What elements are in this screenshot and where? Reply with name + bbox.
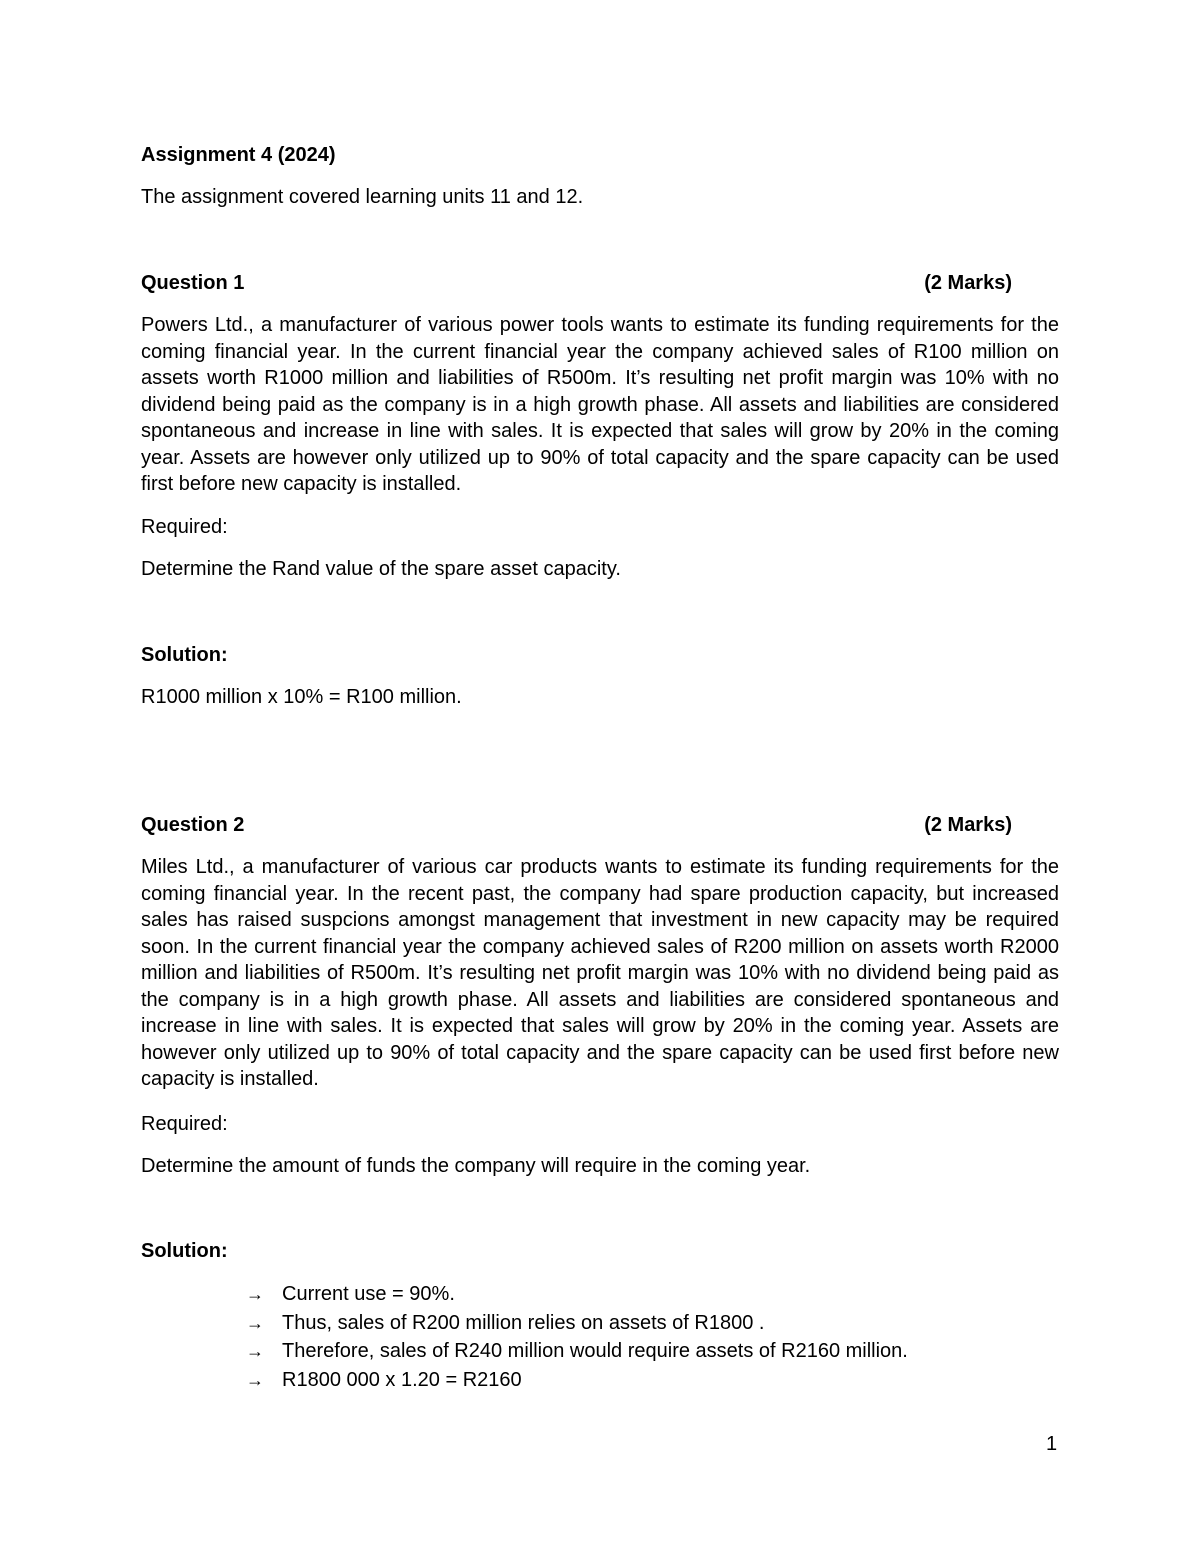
question-2-required-label: Required:	[141, 1113, 228, 1135]
intro-text: The assignment covered learning units 11 and 12.	[141, 186, 584, 208]
question-2-heading	[141, 812, 1012, 838]
question-2-solution-label: Solution:	[141, 1240, 228, 1262]
arrow-right-icon: →	[246, 1284, 264, 1304]
question-1-solution-label: Solution:	[141, 644, 228, 666]
question-1-marks: (2 Marks)	[924, 272, 1012, 294]
page-number: 1	[1046, 1433, 1058, 1455]
question-1-solution-text: R1000 million x 10% = R100 million.	[141, 686, 462, 708]
solution-point: Thus, sales of R200 million relies on assets of R1800 .	[282, 1311, 765, 1334]
solution-point: Therefore, sales of R240 million would require assets of R2160 million.	[282, 1340, 908, 1362]
question-1-required-text: Determine the Rand value of the spare asset capacity.	[141, 558, 621, 580]
arrow-right-icon: →	[246, 1312, 264, 1333]
list-item	[246, 1309, 908, 1338]
solution-point: Current use = 90%.	[282, 1283, 455, 1305]
question-2-marks: (2 Marks)	[924, 814, 1012, 836]
question-1-heading	[141, 270, 1012, 296]
question-2-required-text: Determine the amount of funds the company will require in the coming year.	[141, 1155, 811, 1177]
question-2-label: Question 2	[141, 814, 245, 836]
list-item	[246, 1366, 908, 1395]
question-2-solution-list	[246, 1280, 908, 1394]
list-item	[246, 1280, 908, 1309]
question-2-body: Miles Ltd., a manufacturer of various car products wants to estimate its funding requirements for the coming financial year. In the recent past, the company had spare production capacity, but increased sales has raised suspcions amongst management that investment in new capacity may be required soon. In the current financial year the company achieved sales of R200 million on assets worth R2000 million and liabilities of R500m. It’s resulting net profit margin was 10% with no dividend being paid as the company is in a high growth phase. All assets and liabilities are considered spontaneous and increase in line with sales. It is expected that sales will grow by 20% in the coming year. Assets are however only utilized up to 90% of total capacity and the spare capacity can be used first before new capacity is installed.	[141, 856, 1059, 1090]
arrow-right-icon: →	[246, 1369, 264, 1390]
question-1-body: Powers Ltd., a manufacturer of various power tools wants to estimate its funding requirements for the coming financial year. In the current financial year the company achieved sales of R100 million on assets worth R1000 million and liabilities of R500m. It’s resulting net profit margin was 10% with no dividend being paid as the company is in a high growth phase. All assets and liabilities are considered spontaneous and increase in line with sales. It is expected that sales will grow by 20% in the coming year. Assets are however only utilized up to 90% of total capacity and the spare capacity can be used first before new capacity is installed.	[141, 314, 1059, 495]
arrow-right-icon: →	[246, 1341, 264, 1361]
assignment-title: Assignment 4 (2024)	[141, 144, 336, 166]
list-item	[246, 1337, 908, 1366]
solution-point: R1800 000 x 1.20 = R2160	[282, 1368, 522, 1391]
question-1-required-label: Required:	[141, 516, 228, 538]
question-1-label: Question 1	[141, 272, 245, 294]
